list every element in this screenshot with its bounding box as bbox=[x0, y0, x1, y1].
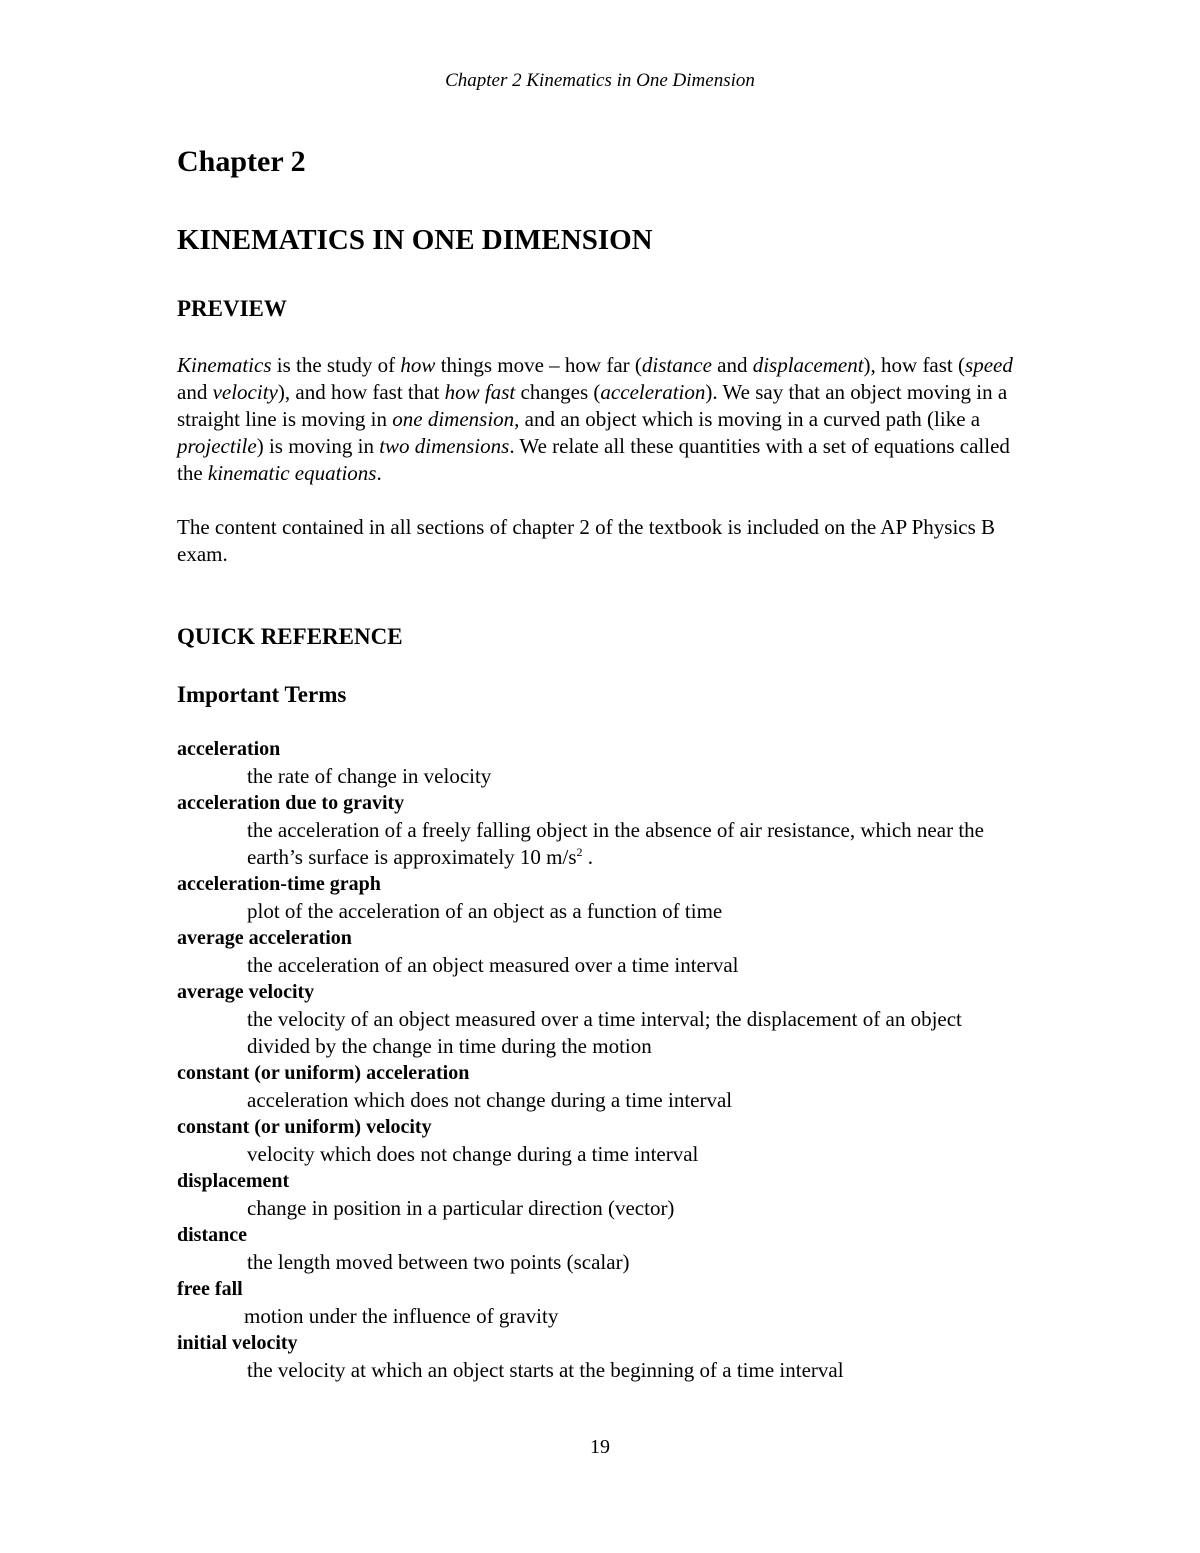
text-run: ) is moving in bbox=[256, 434, 380, 458]
chapter-title: KINEMATICS IN ONE DIMENSION bbox=[177, 224, 653, 256]
text-run: ). We say that an object moving in a straight line is moving in bbox=[177, 380, 1008, 431]
glossary-definition: the length moved between two points (scalar) bbox=[247, 1250, 630, 1274]
text-run: and bbox=[177, 380, 213, 404]
text-run: changes ( bbox=[515, 380, 601, 404]
glossary-definition bbox=[177, 817, 1017, 871]
glossary-definition: the rate of change in velocity bbox=[247, 764, 492, 788]
text-run: and bbox=[711, 353, 753, 377]
term-two-dimensions: two dimensions bbox=[379, 434, 510, 458]
glossary-definition: plot of the acceleration of an object as a function of time bbox=[247, 899, 723, 923]
text-run: . We relate all these quantities with a set of equations called the bbox=[177, 434, 1010, 485]
page-content bbox=[177, 142, 1017, 1384]
glossary-term: free fall bbox=[177, 1278, 243, 1300]
glossary-term: constant (or uniform) velocity bbox=[177, 1116, 432, 1138]
quick-reference-heading: QUICK REFERENCE bbox=[177, 624, 403, 649]
emphasis-how-fast: how fast bbox=[444, 380, 516, 404]
text-run: is the study of bbox=[271, 353, 401, 377]
glossary-term: acceleration bbox=[177, 738, 281, 760]
preview-heading: PREVIEW bbox=[177, 296, 287, 321]
text-run: ), how fast ( bbox=[863, 353, 966, 377]
term-speed: speed bbox=[965, 353, 1013, 377]
ap-exam-note: The content contained in all sections of chapter 2 of the textbook is included on the AP Physics B exam. bbox=[177, 515, 996, 566]
glossary-term: acceleration due to gravity bbox=[177, 792, 405, 814]
glossary-definition: the acceleration of an object measured over a time interval bbox=[247, 953, 739, 977]
glossary-definition: velocity which does not change during a time interval bbox=[247, 1142, 699, 1166]
text-run: things move – how far ( bbox=[435, 353, 642, 377]
glossary-definition: change in position in a particular direction (vector) bbox=[247, 1196, 675, 1220]
emphasis-how: how bbox=[400, 353, 436, 377]
term-one-dimension: one dimension bbox=[392, 407, 515, 431]
text-run: . bbox=[376, 461, 382, 485]
glossary-definition: motion under the influence of gravity bbox=[244, 1304, 559, 1328]
preview-paragraph bbox=[177, 352, 1017, 487]
definition-text: the acceleration of a freely falling object in the absence of air resistance, which near the earth’s surface is approximately 10 m/s bbox=[247, 818, 984, 869]
glossary-list bbox=[177, 736, 1017, 1384]
term-velocity: velocity bbox=[212, 380, 278, 404]
glossary-definition: the velocity of an object measured over a time interval; the displacement of an object divided by the change in time during the motion bbox=[247, 1007, 962, 1058]
term-kinematics: Kinematics bbox=[177, 353, 272, 377]
text-run: ), and how fast that bbox=[277, 380, 445, 404]
important-terms-heading: Important Terms bbox=[177, 682, 347, 707]
glossary-definition: acceleration which does not change during a time interval bbox=[247, 1088, 733, 1112]
glossary-term: acceleration-time graph bbox=[177, 873, 381, 895]
definition-tail: . bbox=[582, 845, 593, 869]
glossary-term: average velocity bbox=[177, 981, 315, 1003]
glossary-term: displacement bbox=[177, 1170, 290, 1192]
exponent: 2 bbox=[576, 845, 583, 859]
glossary-term: constant (or uniform) acceleration bbox=[177, 1062, 470, 1084]
glossary-term: distance bbox=[177, 1224, 247, 1246]
glossary-term: average acceleration bbox=[177, 927, 352, 949]
running-header: Chapter 2 Kinematics in One Dimension bbox=[445, 70, 755, 91]
term-acceleration: acceleration bbox=[600, 380, 706, 404]
glossary-term: initial velocity bbox=[177, 1332, 298, 1354]
term-projectile: projectile bbox=[177, 434, 257, 458]
chapter-label: Chapter 2 bbox=[177, 145, 306, 178]
glossary-definition: the velocity at which an object starts at the beginning of a time interval bbox=[247, 1358, 844, 1382]
term-displacement: displacement bbox=[752, 353, 864, 377]
page-number: 19 bbox=[590, 1436, 610, 1458]
term-distance: distance bbox=[641, 353, 712, 377]
term-kinematic-equations: kinematic equations bbox=[207, 461, 377, 485]
text-run: , and an object which is moving in a curved path (like a bbox=[514, 407, 981, 431]
